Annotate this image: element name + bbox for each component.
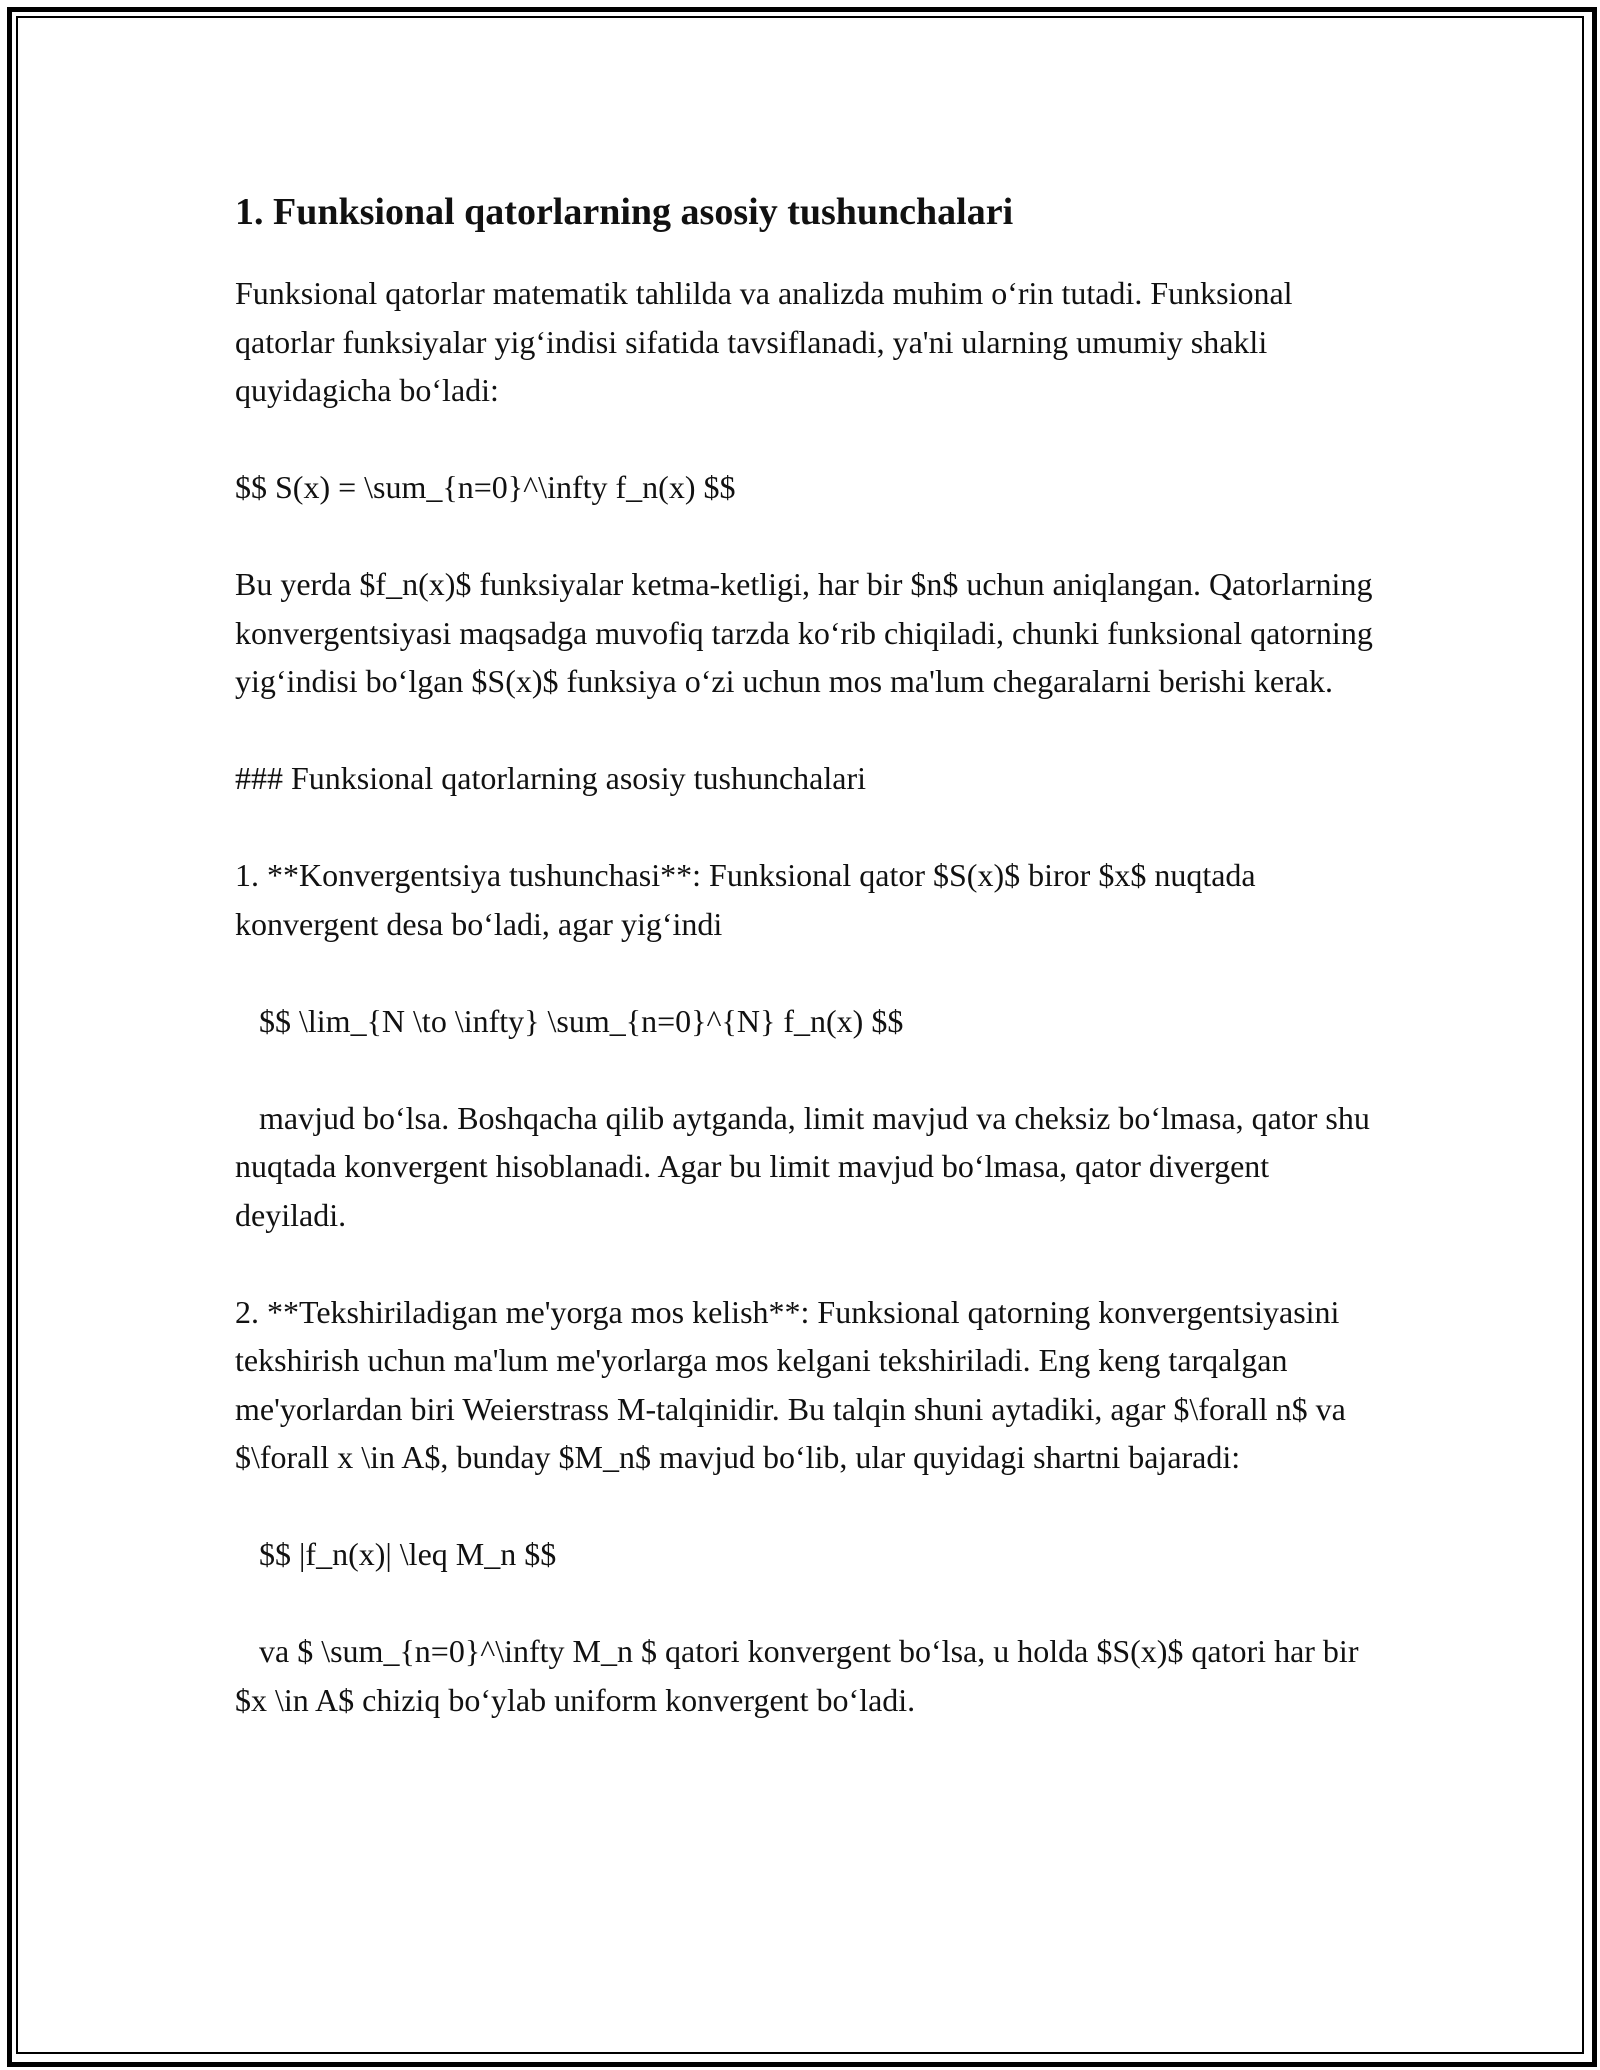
- list-item-1: 1. **Konvergentsiya tushunchasi**: Funksional qator $S(x)$ biror $x$ nuqtada konvergent desa bo‘ladi, agar yig‘indi: [235, 857, 1264, 942]
- section-heading: ### Funksional qatorlarning asosiy tushunchalari: [235, 760, 867, 796]
- list-item-1-continuation: mavjud bo‘lsa. Boshqacha qilib aytganda, limit mavjud va cheksiz bo‘lmasa, qator shu nuqtada konvergent hisoblanadi. Agar bu limit mavjud bo‘lmasa, qator divergent deyiladi.: [235, 1099, 1378, 1233]
- paragraph-intro: Funksional qatorlar matematik tahlilda va analizda muhim o‘rin tutadi. Funksional qatorlar funksiyalar yig‘indisi sifatida tavsiflanadi, ya'ni ularning umumiy shakli quyidagicha bo‘ladi:: [235, 275, 1301, 408]
- document-title: 1. Funksional qatorlarning asosiy tushunchalari: [235, 191, 1014, 233]
- document-body: [235, 180, 1385, 1773]
- paragraph-definition: Bu yerda $f_n(x)$ funksiyalar ketma-ketligi, har bir $n$ uchun aniqlangan. Qatorlarning konvergentsiyasi maqsadga muvofiq tarzda ko‘rib chiqiladi, chunki funksional qatorning yig‘indisi bo‘lgan $S(x)$ funksiya o‘zi uchun mos ma'lum chegaralarni berishi kerak.: [235, 566, 1381, 699]
- list-item-2-continuation: va $ \sum_{n=0}^\infty M_n $ qatori konvergent bo‘lsa, u holda $S(x)$ qatori har bir $x \in A$ chiziq bo‘ylab uniform konvergent bo‘ladi.: [235, 1633, 1367, 1718]
- formula-bound: $$ |f_n(x)| \leq M_n $$: [235, 1536, 557, 1572]
- formula-limit: $$ \lim_{N \to \infty} \sum_{n=0}^{N} f_n(x) $$: [235, 1002, 904, 1039]
- formula-series-sum: $$ S(x) = \sum_{n=0}^\infty f_n(x) $$: [235, 469, 736, 505]
- list-item-2: 2. **Tekshiriladigan me'yorga mos kelish**: Funksional qatorning konvergentsiyasini tekshirish uchun ma'lum me'yorlarga mos kelgani tekshiriladi. Eng keng tarqalgan me'yorlardan biri Weierstrass M-talqinidir. Bu talqin shuni aytadiki, agar $\forall n$ va $\forall x \in A$, bunday $M_n$ mavjud bo‘lib, ular quyidagi shartni bajaradi:: [235, 1293, 1354, 1475]
